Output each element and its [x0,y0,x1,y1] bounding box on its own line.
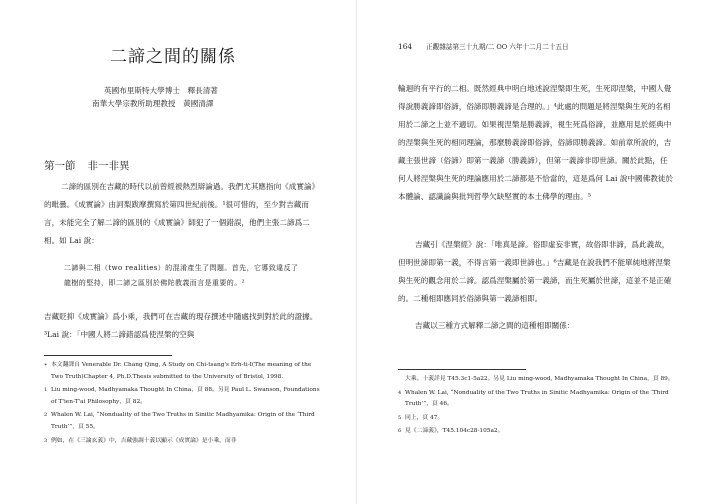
footnote-divider [44,355,172,356]
running-head [398,41,569,51]
footnote-mark: 5 [398,414,402,421]
section-number: 第一節 [44,160,76,172]
footnote-text: 例如，在《三論玄義》中，吉藏強調十義以顯示《成實論》是小乘，而非 [51,437,237,444]
page-gutter [356,0,357,504]
footnote-text: 大乘。十義詳見 T45.3c1-5a22。另見 Liu ming-wood, Madhyamaka Thought In China，頁 89。 [405,376,674,382]
left-page [44,0,320,504]
footnote-mark: 1 [44,387,48,394]
footnote-list [44,360,320,449]
footnote-mark: 2 [44,412,48,419]
footnote-text: 見《二諦義》，T45.104c28-105a2。 [405,428,504,435]
footnote-text: Liu ming-wood, Madhyamaka Thought In China，頁 88。另見 Paul L. Swanson, Foundations of T'ien-T'ai Philosophy，頁 82。 [51,387,320,405]
journal-issue: 正觀雜誌第三十九期/二 OO 六年十二月二十五日 [426,43,569,51]
footnote-text: 同上，頁 47。 [405,414,444,421]
section-title: 非一非異 [87,160,130,172]
footnote-mark: 3 [44,437,48,444]
page-number: 164 [398,42,413,51]
footnote-text: 本文翻譯自 Venerable Dr. Chang Qing, A Study on Chi-tsang's Erh-ti-I(The meaning of the Two Truth)Chapter 4, Ph.D.Thesis submitted to the University of Bristol, 1998. [51,362,312,380]
footnote-divider [398,369,526,370]
body-paragraph: 吉藏引《涅槃經》說：「唯真是諦。俗即虛妄非實，故俗即非諦，爲此義故，但明世諦即第一義，不得言第一義即世諦也。」⁶吉藏是在說我們不能單純地將涅槃與生死的觀念用於二諦。認爲涅槃屬於第一義諦，而生死屬於世諦，這並不是正確的。二種相即應同於俗諦與第一義諦相即。 [398,240,672,303]
author-line-author: 英國布里斯特大學博士 釋長清著 [104,86,218,95]
footnote-text: Whalen W. Lai, “Nonduality of the Two Truths in Sinitic Madhyamika: Origin of the ‘Third Truth’”，頁 46。 [405,389,669,408]
footnote [398,426,674,438]
section-heading [44,158,130,173]
footnote-mark: ∗ [44,362,48,368]
block-quote: 二諦與二相（two realities）的混淆產生了問題。首先，它導致違反了龍樹的堅持，即二諦之區別於佛陀教義而言是重要的。² [64,264,299,287]
author-line-translator: 南華大學宗教所助理教授 黃國清譯 [92,99,214,108]
body-paragraph: 二諦的區別在吉藏的時代以前曾經被熱烈辯論過。我們尤其應指向《成實論》的毗曇。《成實論》由訶梨跋摩撰寫於第四世紀前後。¹很可惜的，至少對吉藏而言，未能完全了解二諦的區別的《成實論》師犯了一個錯誤，他們主張二諦爲二相。如 Lai 說： [44,182,320,245]
footnote [398,388,674,411]
footnote [44,410,320,433]
footnote-mark: 4 [398,389,402,396]
footnote [398,413,674,425]
right-page [398,0,674,504]
footnote [44,360,320,383]
article-title: 二諦之間的關係 [110,47,236,67]
footnote [44,436,320,448]
footnote [398,374,674,386]
footnote-text: Whalen W. Lai, “Nonduality of the Two Truths in Sinitic Madhyamika: Origin of the ‘Third Truth’”，頁 55。 [51,412,315,430]
body-paragraph: 吉藏貶抑《成實論》爲小乘，我們可在吉藏的現存撰述中隨處找到對於此的證據。³Lai 說：「中國人將二諦錯認爲使涅槃的空與 [44,312,318,339]
body-paragraph: 輪迴的有平行的二相。既然經典中明白地述說涅槃即生死，生死即涅槃，中國人覺得說勝義諦即俗諦，俗諦即勝義諦是合理的。」⁴此處的問題是將涅槃與生死的名相用於二諦之上並不適切。如果視涅槃是勝義諦，視生死爲俗諦，並應用見於經典中的涅槃與生死的相同理論，那麼勝義諦即俗諦，俗諦即勝義諦。如前章所說的，吉藏主張世諦（俗諦）即第一義諦（勝義諦），但第一義諦非即世諦。關於此點，任何人將涅槃與生死的理論應用於二諦都是不恰當的，這是爲何 Lai 說中國佛教徒於本體論、認識論與批判哲學欠缺堅實的本土佛學的理由。⁵ [398,84,674,201]
footnote-mark: 6 [398,428,402,435]
footnote [44,385,320,408]
footnote-list [398,374,674,440]
body-paragraph: 吉藏以三種方式解釋二諦之間的這種相即關係： [415,321,575,330]
